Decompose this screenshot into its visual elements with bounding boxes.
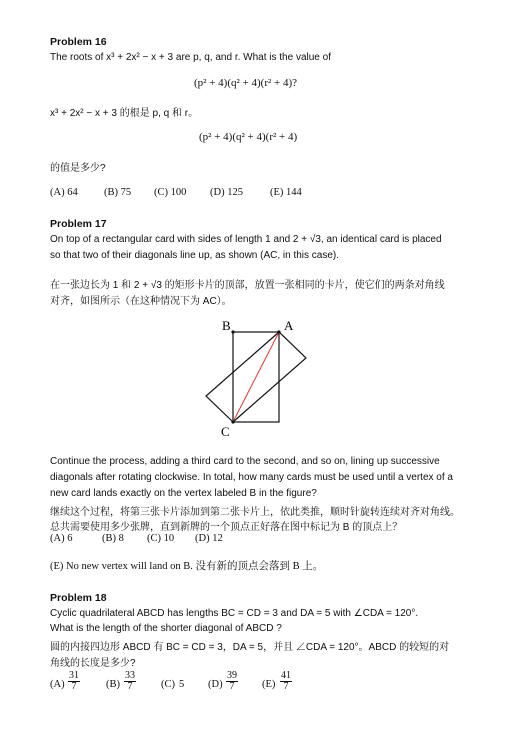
problem-17-line-3: Continue the process, adding a third card to the second, and so on, lining up successive	[50, 456, 440, 467]
diagonal-ac	[233, 332, 279, 422]
vertex-a	[277, 330, 280, 333]
problem-16-formula: (p² + 4)(q² + 4)(r² + 4)?	[194, 77, 298, 89]
option-a-label: (A)	[50, 679, 65, 690]
option-d-label: (D)	[208, 679, 223, 690]
option-a: (A) 6	[50, 533, 73, 544]
option-c: (C) 100	[154, 187, 187, 198]
problem-18-line-zh-2: 角线的长度是多少?	[50, 658, 136, 669]
problem-16-statement-zh: x³ + 2x² − x + 3 的根是 p, q 和 r。	[50, 108, 199, 119]
problem-16-options	[0, 187, 508, 201]
problem-18-title: Problem 18	[50, 592, 107, 604]
cards-figure	[195, 312, 335, 444]
problem-18-line-1: Cyclic quadrilateral ABCD has lengths BC = CD = 3 and DA = 5 with ∠CDA = 120°.	[50, 608, 419, 619]
problem-17-option-e: (E) No new vertex will land on B. 没有新的顶点会落到 B 上。	[50, 561, 324, 572]
label-b: B	[222, 318, 231, 333]
option-a: (A) 64	[50, 187, 78, 198]
problem-17-line-zh-2: 对齐，如图所示（在这种情况下为 AC）。	[50, 296, 232, 307]
problem-18-line-2: What is the length of the shorter diagonal of ABCD ?	[50, 623, 282, 634]
problem-17-line-5: new card lands exactly on the vertex labeled B in the figure?	[50, 488, 317, 499]
option-e: (E) 144	[270, 187, 302, 198]
problem-17-line-4: diagonals after rotating clockwise. In total, how many cards must be used until a vertex of a	[50, 472, 453, 483]
option-a-fraction: $\frac{31}{7}$	[69, 670, 79, 692]
problem-16-statement-zh-2: 的值是多少?	[50, 163, 106, 174]
problem-16-title: Problem 16	[50, 36, 107, 48]
option-b: (B) 75	[104, 187, 132, 198]
option-c: (C) 10	[147, 533, 175, 544]
option-e-label: (E)	[262, 679, 276, 690]
problem-16-formula-zh: (p² + 4)(q² + 4)(r² + 4)	[199, 131, 298, 143]
problem-17-title: Problem 17	[50, 218, 107, 230]
option-c-label: (C)	[161, 679, 175, 690]
option-d: (D) 12	[195, 533, 223, 544]
option-b: (B) 8	[102, 533, 124, 544]
problem-17-line-zh-1: 在一张边长为 1 和 2 + √3 的矩形卡片的顶部，放置一张相同的卡片，使它们的两条对角线	[50, 280, 445, 291]
option-d: (D) 125	[210, 187, 243, 198]
vertex-c	[231, 420, 234, 423]
problem-18-options	[50, 671, 310, 699]
problem-16-statement: The roots of x³ + 2x² − x + 3 are p, q, and r. What is the value of	[50, 52, 331, 63]
problem-17-line-zh-3: 继续这个过程，将第三张卡片添加到第二张卡片上，依此类推，顺时针旋转连续对齐对角线。	[50, 507, 460, 518]
problem-17-options	[0, 533, 508, 547]
option-e-fraction: $\frac{41}{7}$	[281, 670, 291, 692]
option-c-value: 5	[179, 679, 185, 690]
problem-17-line-zh-4: 总共需要使用多少张牌，直到新牌的一个顶点正好落在图中标记为 B 的顶点上？	[50, 522, 403, 533]
problem-17-line-1: On top of a rectangular card with sides of length 1 and 2 + √3, an identical card is placed	[50, 234, 442, 245]
problem-18-line-zh-1: 圆的内接四边形 ABCD 有 BC = CD = 3，DA = 5，并且 ∠CDA = 120°。ABCD 的较短的对	[50, 642, 450, 653]
problem-17-line-2: so that two of their diagonals line up, as shown (AC, in this case).	[50, 250, 340, 261]
option-b-label: (B)	[106, 679, 120, 690]
option-b-fraction: $\frac{33}{7}$	[125, 670, 135, 692]
vertex-b	[231, 330, 234, 333]
label-a: A	[284, 318, 294, 333]
option-d-fraction: $\frac{39}{7}$	[227, 670, 237, 692]
label-c: C	[221, 424, 230, 439]
